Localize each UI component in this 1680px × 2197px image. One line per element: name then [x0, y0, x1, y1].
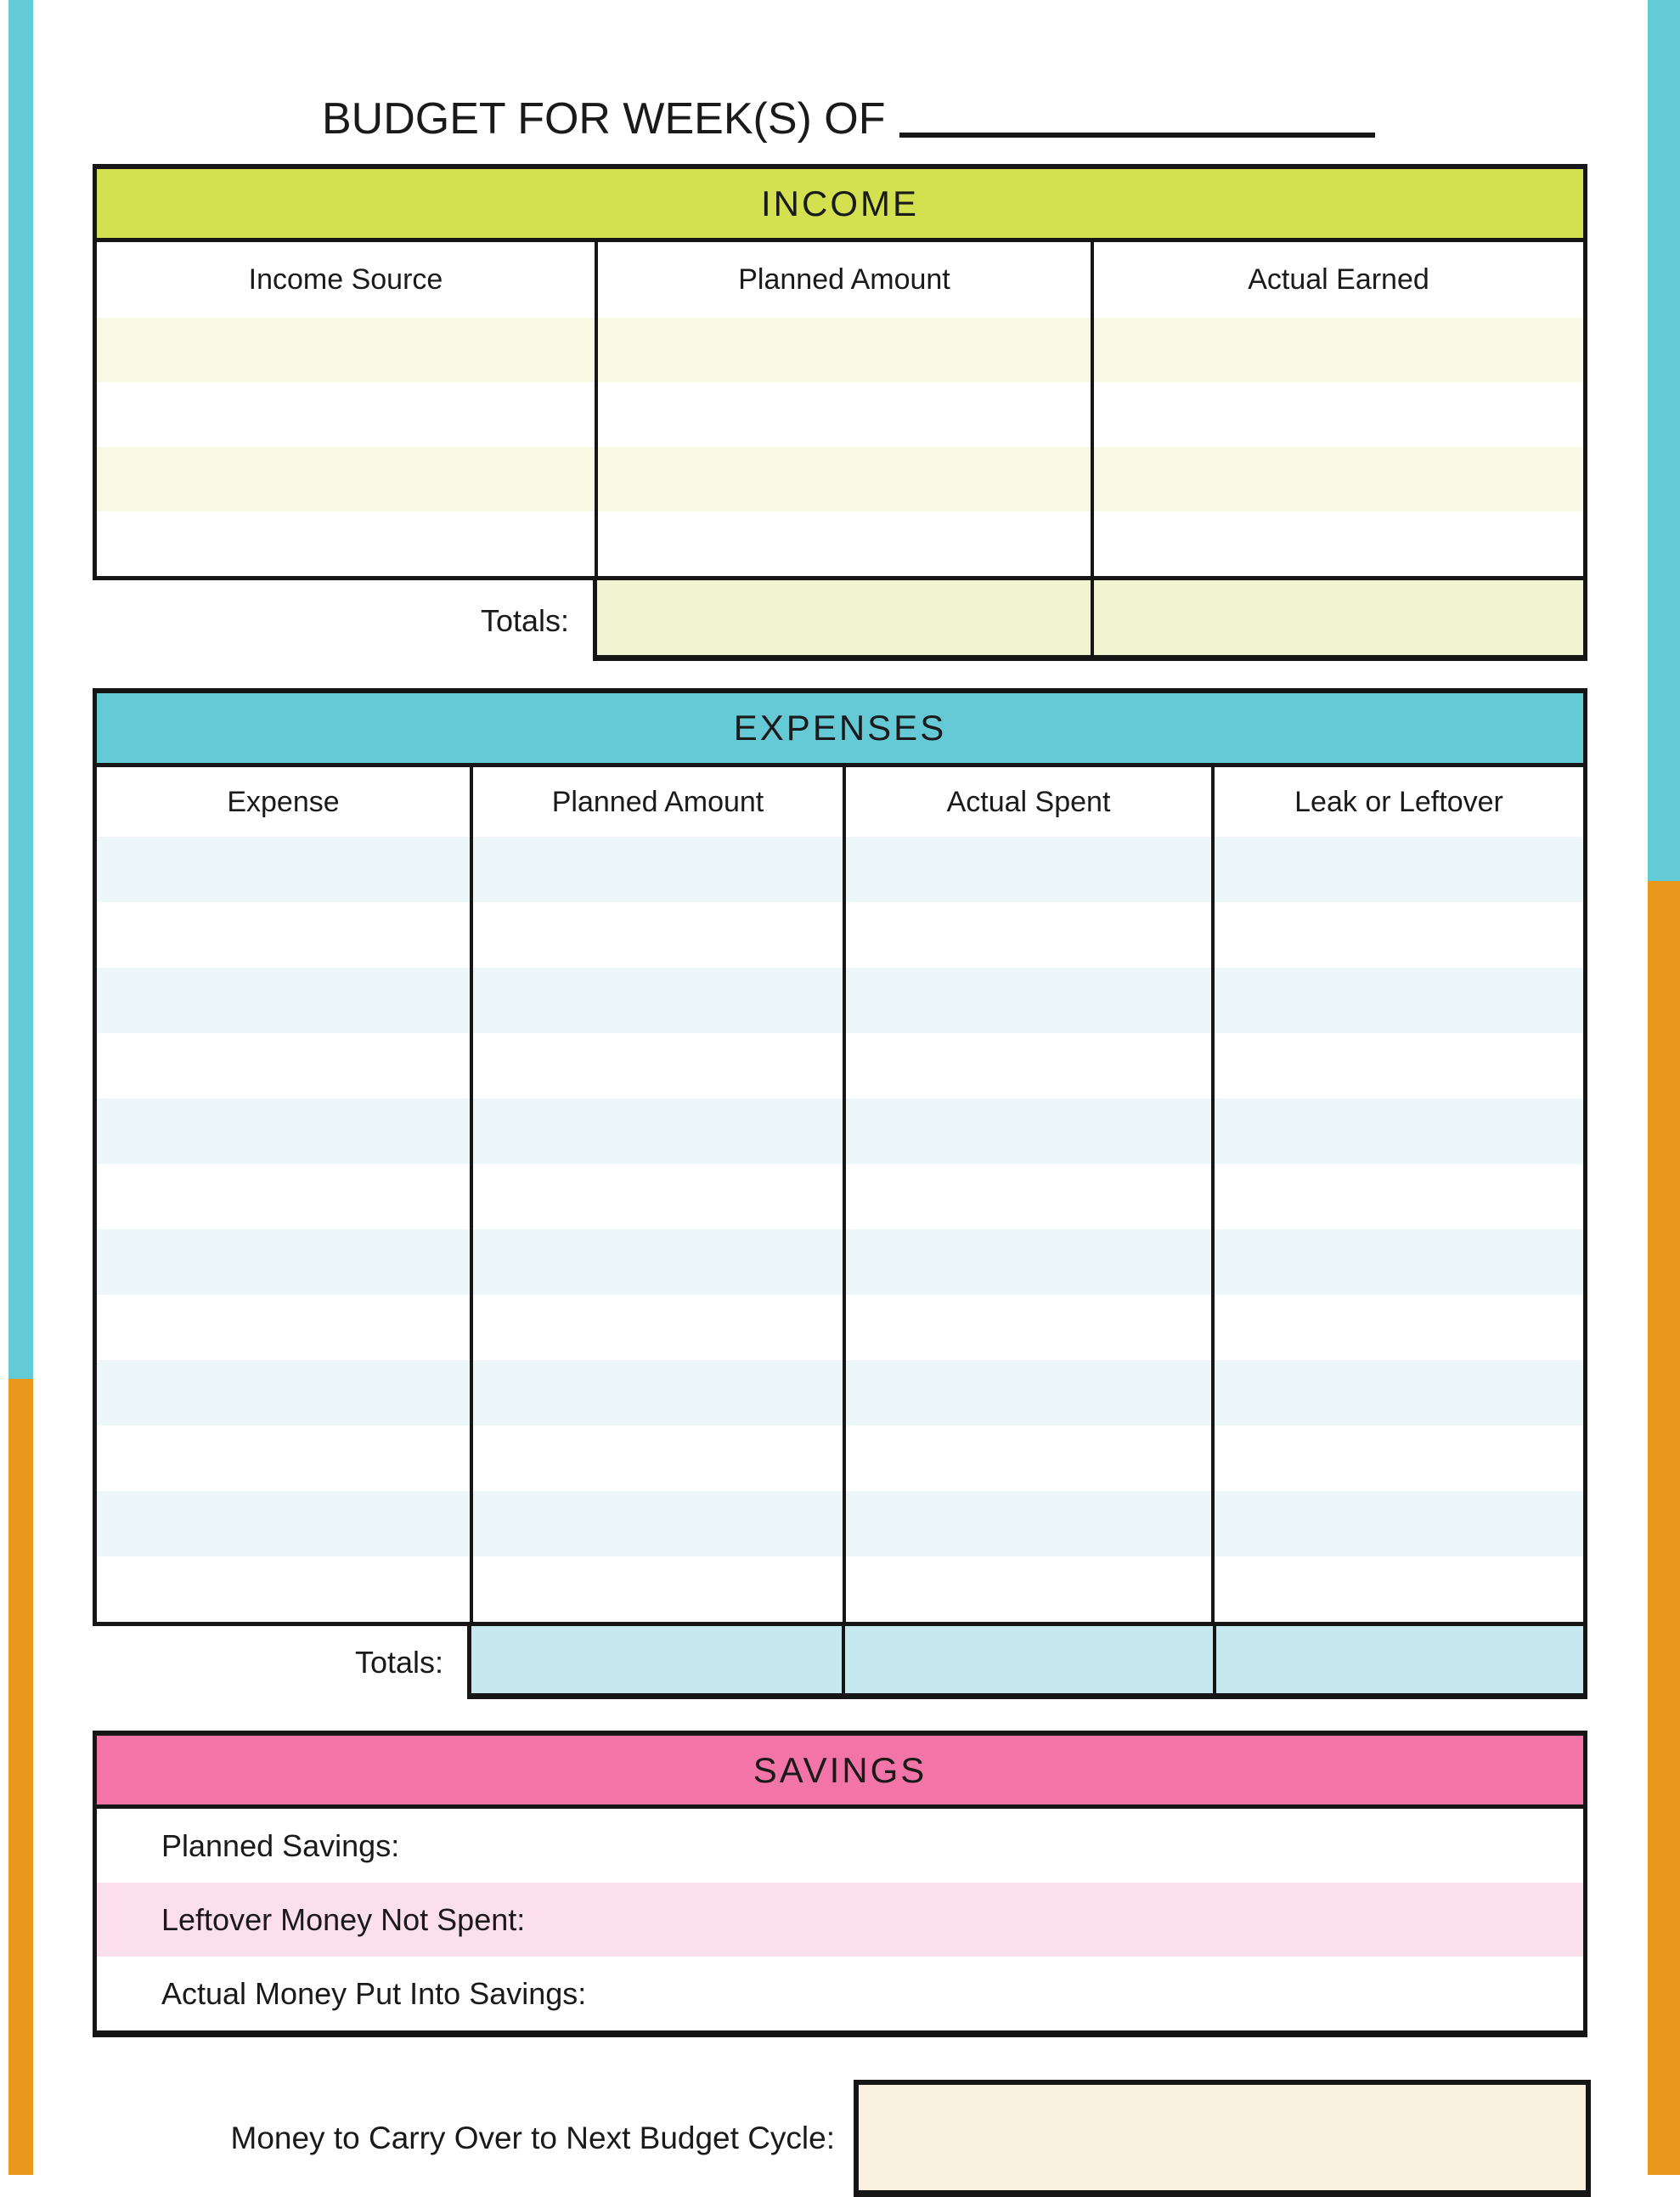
income-rows [97, 318, 1583, 576]
carryover-amount-box[interactable] [854, 2080, 1591, 2197]
empty-cell[interactable] [1211, 1360, 1583, 1426]
empty-cell[interactable] [843, 902, 1211, 968]
expenses-totals-row [93, 1626, 1587, 1699]
savings-leftover-label: Leftover Money Not Spent: [161, 1901, 526, 1937]
empty-cell[interactable] [843, 1556, 1211, 1622]
empty-cell[interactable] [595, 382, 1091, 447]
empty-cell[interactable] [97, 1229, 470, 1295]
savings-section [93, 1731, 1587, 2037]
expenses-total-planned-cell[interactable] [471, 1626, 842, 1693]
empty-cell[interactable] [595, 318, 1091, 382]
empty-cell[interactable] [470, 1098, 843, 1164]
empty-cell[interactable] [97, 902, 470, 968]
carryover-label: Money to Carry Over to Next Budget Cycle: [230, 2121, 835, 2155]
empty-cell[interactable] [1211, 1491, 1583, 1556]
savings-actual-label: Actual Money Put Into Savings: [161, 1975, 587, 2011]
expenses-section-header: EXPENSES [97, 693, 1583, 767]
empty-cell[interactable] [843, 1033, 1211, 1098]
empty-cell[interactable] [97, 1295, 470, 1360]
income-section [93, 164, 1587, 661]
savings-planned-label: Planned Savings: [161, 1827, 400, 1863]
income-column-headers [97, 242, 1583, 318]
empty-cell[interactable] [97, 1360, 470, 1426]
expenses-table [93, 688, 1587, 1626]
income-section-header: INCOME [97, 169, 1583, 242]
empty-cell[interactable] [97, 447, 595, 511]
left-accent-strip [8, 0, 33, 2175]
empty-cell[interactable] [470, 902, 843, 968]
table-row [97, 511, 1583, 576]
empty-cell[interactable] [1091, 382, 1583, 447]
income-totals-label: Totals: [93, 580, 593, 661]
page-title-row [93, 75, 1587, 144]
page-title: BUDGET FOR WEEK(S) OF [322, 94, 886, 144]
empty-cell[interactable] [843, 968, 1211, 1033]
empty-cell[interactable] [1211, 837, 1583, 902]
empty-cell[interactable] [843, 1229, 1211, 1295]
expenses-totals-cells [467, 1626, 1587, 1699]
table-row [97, 968, 1583, 1033]
expenses-col-spent: Actual Spent [843, 767, 1211, 837]
empty-cell[interactable] [97, 1033, 470, 1098]
empty-cell[interactable] [1211, 1098, 1583, 1164]
empty-cell[interactable] [1211, 902, 1583, 968]
empty-cell[interactable] [843, 1164, 1211, 1229]
table-row [97, 1229, 1583, 1295]
empty-cell[interactable] [843, 1360, 1211, 1426]
empty-cell[interactable] [470, 837, 843, 902]
income-totals-cells [593, 580, 1587, 661]
expenses-col-leak: Leak or Leftover [1211, 767, 1583, 837]
table-row [97, 1360, 1583, 1426]
table-row [97, 1033, 1583, 1098]
expenses-section [93, 688, 1587, 1699]
empty-cell[interactable] [470, 1033, 843, 1098]
empty-cell[interactable] [470, 1229, 843, 1295]
empty-cell[interactable] [843, 1098, 1211, 1164]
empty-cell[interactable] [97, 382, 595, 447]
empty-cell[interactable] [1211, 1164, 1583, 1229]
expenses-totals-label: Totals: [93, 1626, 467, 1699]
empty-cell[interactable] [843, 1491, 1211, 1556]
empty-cell[interactable] [470, 1295, 843, 1360]
empty-cell[interactable] [97, 1491, 470, 1556]
empty-cell[interactable] [97, 511, 595, 576]
table-row [97, 837, 1583, 902]
empty-cell[interactable] [97, 1164, 470, 1229]
empty-cell[interactable] [1211, 968, 1583, 1033]
empty-cell[interactable] [595, 447, 1091, 511]
table-row [97, 318, 1583, 382]
empty-cell[interactable] [1091, 447, 1583, 511]
income-col-source: Income Source [248, 263, 443, 296]
table-row [97, 1098, 1583, 1164]
empty-cell[interactable] [470, 968, 843, 1033]
expenses-total-leak-cell[interactable] [1213, 1626, 1583, 1693]
right-accent-strip [1648, 0, 1680, 2175]
table-row [97, 382, 1583, 447]
income-table [93, 164, 1587, 580]
income-col-planned: Planned Amount [595, 242, 1091, 318]
empty-cell[interactable] [470, 1164, 843, 1229]
table-row [97, 1164, 1583, 1229]
income-col-actual: Actual Earned [1091, 242, 1583, 318]
left-accent-teal [8, 0, 33, 1379]
table-row [97, 1491, 1583, 1556]
left-accent-orange [8, 1379, 33, 2175]
title-fill-line[interactable] [899, 129, 1375, 138]
empty-cell[interactable] [843, 1426, 1211, 1491]
table-row [97, 447, 1583, 511]
empty-cell[interactable] [97, 837, 470, 902]
empty-cell[interactable] [843, 837, 1211, 902]
savings-row-planned[interactable] [97, 1809, 1583, 1883]
expenses-column-headers [97, 767, 1583, 837]
expenses-col-planned: Planned Amount [470, 767, 843, 837]
expenses-col-expense: Expense [227, 785, 340, 818]
empty-cell[interactable] [1091, 318, 1583, 382]
expenses-rows [97, 837, 1583, 1622]
carryover-row [93, 2080, 1587, 2197]
page-content [93, 0, 1587, 2197]
savings-row-leftover[interactable] [97, 1883, 1583, 1957]
empty-cell[interactable] [1211, 1229, 1583, 1295]
right-accent-teal [1648, 0, 1680, 881]
empty-cell[interactable] [97, 318, 595, 382]
income-total-actual-cell[interactable] [1091, 580, 1584, 655]
income-total-planned-cell[interactable] [597, 580, 1091, 655]
table-row [97, 1295, 1583, 1360]
table-row [97, 1426, 1583, 1491]
empty-cell[interactable] [1211, 1556, 1583, 1622]
empty-cell[interactable] [595, 511, 1091, 576]
income-totals-row [93, 580, 1587, 661]
savings-section-header: SAVINGS [97, 1736, 1583, 1809]
empty-cell[interactable] [97, 1556, 470, 1622]
empty-cell[interactable] [470, 1491, 843, 1556]
empty-cell[interactable] [97, 1426, 470, 1491]
empty-cell[interactable] [470, 1360, 843, 1426]
table-row [97, 1556, 1583, 1622]
right-accent-orange [1648, 881, 1680, 2175]
empty-cell[interactable] [1091, 511, 1583, 576]
empty-cell[interactable] [97, 1098, 470, 1164]
empty-cell[interactable] [97, 968, 470, 1033]
empty-cell[interactable] [470, 1426, 843, 1491]
expenses-total-spent-cell[interactable] [842, 1626, 1212, 1693]
table-row [97, 902, 1583, 968]
empty-cell[interactable] [1211, 1295, 1583, 1360]
empty-cell[interactable] [1211, 1426, 1583, 1491]
empty-cell[interactable] [843, 1295, 1211, 1360]
savings-row-actual[interactable] [97, 1957, 1583, 2030]
empty-cell[interactable] [1211, 1033, 1583, 1098]
empty-cell[interactable] [470, 1556, 843, 1622]
